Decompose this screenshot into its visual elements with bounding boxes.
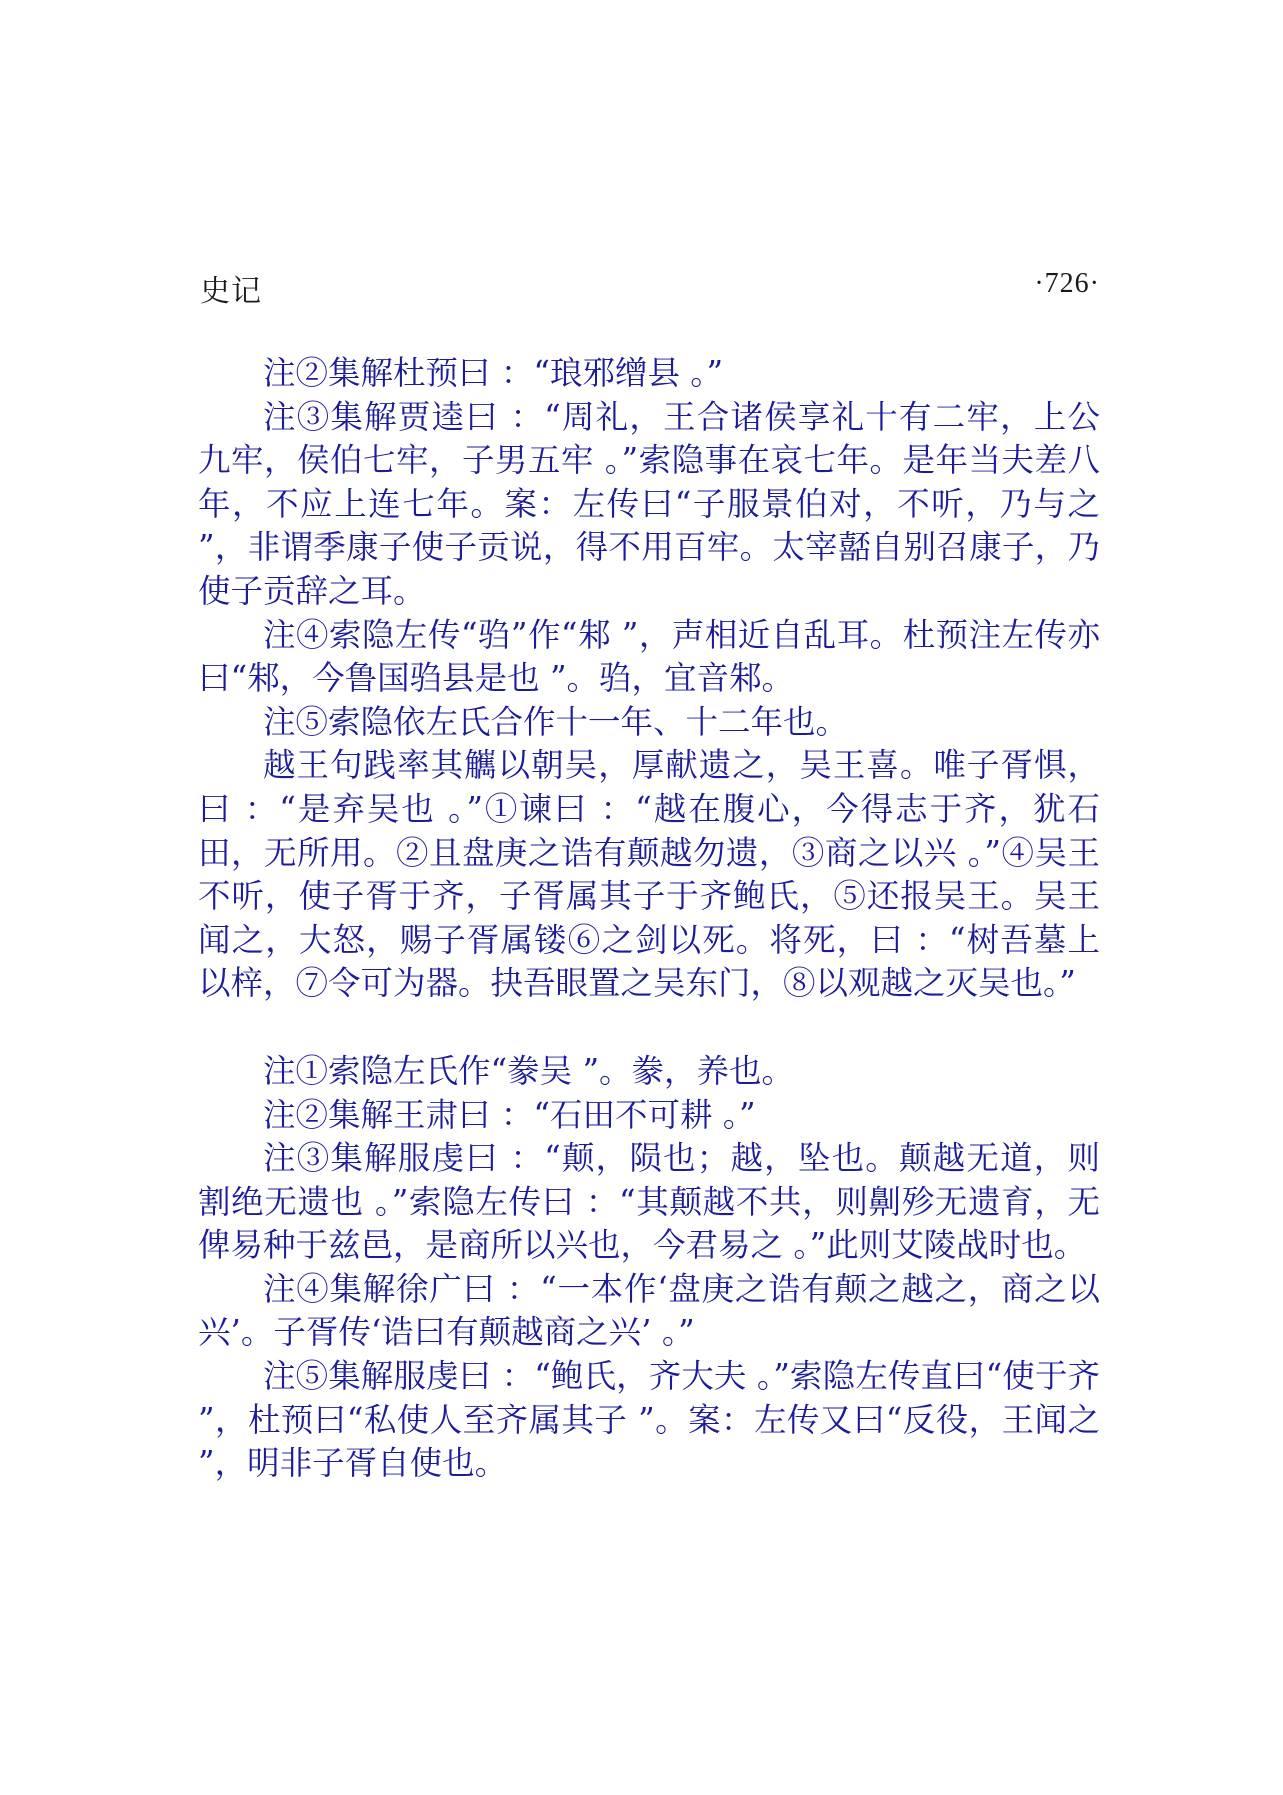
annotation-paragraph: 注④集解徐广曰 ：“一本作‘盘庚之诰有颠之越之，商之以兴’。子胥传‘诰曰有颠越商之兴’ 。”: [198, 1269, 1100, 1352]
annotation-paragraph: 注⑤索隐依左氏合作十一年、十二年也。: [263, 702, 849, 741]
annotation-paragraph: 注②集解王肃曰 ：“石田不可耕 。”: [263, 1095, 756, 1134]
annotation-paragraph: 注⑤集解服虔曰 ：“鲍氏，齐大夫 。”索隐左传直曰“使于齐 ”，杜预曰“私使人至齐属其子 ”。案：左传又曰“反役，王闻之 ”，明非子胥自使也。: [198, 1357, 1100, 1483]
annotation-paragraph: 注③集解贾逵曰 ：“周礼，王合诸侯享礼十有二牢，上公九牢，侯伯七牢，子男五牢 。”索隐事在哀七年。是年当夫差八年，不应上连七年。案：左传曰“子服景伯对，不听，乃与之 ”，非谓季康子使子贡说，得不用百牢。太宰嚭自别召康子，乃使子贡辞之耳。: [198, 397, 1100, 610]
page-header: [200, 266, 1100, 310]
book-title: 史记: [200, 274, 262, 309]
body-text: [198, 352, 1100, 1486]
annotation-paragraph: 注②集解杜预曰 ：“琅邪缯县 。”: [263, 354, 724, 392]
annotation-paragraph: 注④索隐左传“驺”作“邾 ”，声相近自乱耳。杜预注左传亦曰“邾，今鲁国驺县是也 ”。驺，宜音邾。: [198, 615, 1100, 698]
annotation-paragraph: 注①索隐左氏作“豢吴 ”。豢，养也。: [263, 1051, 795, 1090]
main-text-paragraph: 越王句践率其觽以朝吴，厚献遗之，吴王喜。唯子胥惧，曰 ：“是弃吴也 。”①谏曰 ：“越在腹心，今得志于齐，犹石田，无所用。②且盘庚之诰有颠越勿遗，③商之以兴 。”④吴王不听，使子胥于齐，子胥属其子于齐鲍氏，⑤还报吴王。吴王闻之，大怒，赐子胥属镂⑥之剑以死。将死，曰 ：“树吾墓上以梓，⑦令可为器。抉吾眼置之吴东门，⑧以观越之灭吴也。”: [198, 746, 1100, 1003]
annotation-paragraph: 注③集解服虔曰 ：“颠，陨也；越，坠也。颠越无道，则割绝无遗也 。”索隐左传曰 ：“其颠越不共，则劓殄无遗育，无俾易种于兹邑，是商所以兴也，今君易之 。”此则艾陵战时也。: [198, 1139, 1100, 1265]
page-number: ·726·: [1034, 268, 1100, 299]
